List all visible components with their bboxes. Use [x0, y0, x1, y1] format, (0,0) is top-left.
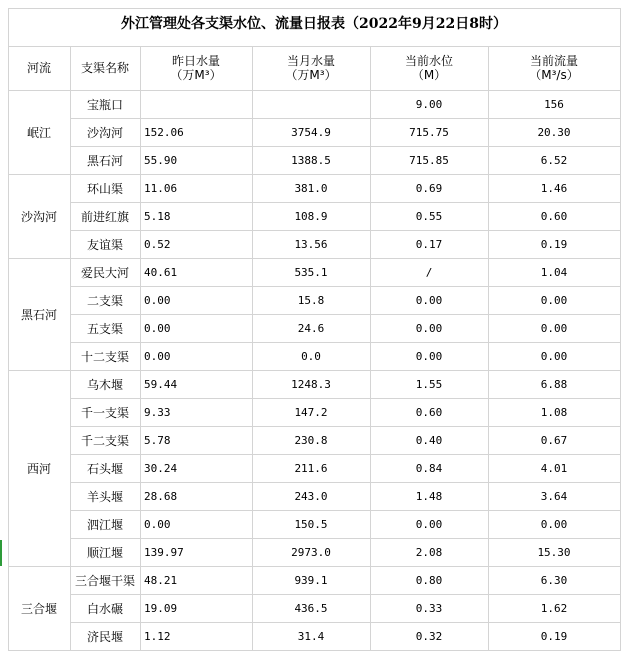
current-level[interactable]: 0.40 — [415, 433, 443, 447]
current-flow[interactable]: 20.30 — [537, 125, 571, 139]
yesterday-volume[interactable]: 55.90 — [144, 153, 178, 167]
branch-name[interactable]: 济民堰 — [86, 629, 123, 644]
month-volume[interactable]: 230.8 — [294, 433, 328, 447]
yesterday-volume[interactable]: 19.09 — [144, 601, 178, 615]
row-divider — [70, 146, 621, 147]
current-level[interactable]: 0.80 — [415, 573, 443, 587]
header-flow[interactable] — [488, 46, 620, 90]
row-selection-indicator — [0, 540, 2, 566]
row-divider — [70, 594, 621, 595]
month-volume[interactable]: 1248.3 — [291, 377, 331, 391]
row-divider — [70, 622, 621, 623]
current-level[interactable]: 1.55 — [415, 377, 443, 391]
row-divider — [70, 202, 621, 203]
row-divider — [70, 482, 621, 483]
month-volume[interactable]: 243.0 — [294, 489, 328, 503]
current-level[interactable]: 2.08 — [415, 545, 443, 559]
branch-name[interactable]: 泗江堰 — [86, 517, 123, 532]
month-volume[interactable]: 15.8 — [297, 293, 325, 307]
river-name[interactable]: 岷江 — [26, 125, 51, 140]
table-right-border — [620, 8, 621, 650]
yesterday-volume[interactable]: 28.68 — [144, 489, 178, 503]
current-level[interactable]: 0.00 — [415, 517, 443, 531]
yesterday-volume[interactable]: 9.33 — [144, 405, 171, 419]
header-month-line-0: 当月水量 — [286, 54, 335, 68]
current-level[interactable]: 0.60 — [415, 405, 443, 419]
row-divider — [70, 454, 621, 455]
current-level[interactable]: 715.85 — [409, 153, 449, 167]
current-flow[interactable]: 0.67 — [540, 433, 568, 447]
current-flow[interactable]: 15.30 — [537, 545, 571, 559]
branch-name[interactable]: 宝瓶口 — [86, 97, 123, 112]
header-flow-line-0: 当前流量 — [529, 54, 578, 68]
river-name[interactable]: 黑石河 — [20, 307, 57, 322]
current-flow[interactable]: 156 — [544, 97, 564, 111]
yesterday-volume[interactable]: 152.06 — [144, 125, 184, 139]
header-month-line-1: （万M³） — [285, 68, 337, 82]
branch-name[interactable]: 沙沟河 — [86, 125, 123, 140]
header-branch[interactable] — [70, 46, 140, 90]
header-yesterday[interactable] — [140, 46, 252, 90]
month-volume[interactable] — [252, 90, 370, 118]
month-volume[interactable]: 24.6 — [297, 321, 325, 335]
yesterday-volume[interactable]: 0.52 — [144, 237, 171, 251]
month-volume[interactable]: 381.0 — [294, 181, 328, 195]
row-divider — [70, 538, 621, 539]
current-flow[interactable]: 1.04 — [540, 265, 568, 279]
current-flow[interactable]: 0.19 — [540, 237, 568, 251]
group-divider — [8, 650, 621, 651]
current-level[interactable]: 0.00 — [415, 293, 443, 307]
month-volume[interactable]: 108.9 — [294, 209, 328, 223]
current-level[interactable]: 0.00 — [415, 349, 443, 363]
month-volume[interactable]: 535.1 — [294, 265, 328, 279]
branch-name[interactable]: 千二支渠 — [80, 433, 129, 448]
header-branch-line-0: 支渠名称 — [80, 61, 129, 75]
current-flow[interactable]: 0.00 — [540, 293, 568, 307]
yesterday-volume[interactable]: 0.00 — [144, 293, 171, 307]
yesterday-volume[interactable]: 0.00 — [144, 321, 171, 335]
current-level[interactable]: 0.84 — [415, 461, 443, 475]
yesterday-volume[interactable] — [140, 90, 252, 118]
branch-name[interactable]: 白水碾 — [86, 601, 123, 616]
yesterday-volume[interactable]: 0.00 — [144, 349, 171, 363]
current-flow[interactable]: 4.01 — [540, 461, 568, 475]
current-level[interactable]: / — [425, 265, 433, 279]
yesterday-volume[interactable]: 48.21 — [144, 573, 178, 587]
branch-name[interactable]: 乌木堰 — [86, 377, 123, 392]
current-flow[interactable]: 0.19 — [540, 629, 568, 643]
yesterday-volume[interactable]: 5.78 — [144, 433, 171, 447]
current-flow[interactable]: 3.64 — [540, 489, 568, 503]
current-level[interactable]: 0.69 — [415, 181, 443, 195]
month-volume[interactable]: 2973.0 — [291, 545, 331, 559]
branch-name[interactable]: 环山渠 — [86, 181, 123, 196]
current-level[interactable]: 0.17 — [415, 237, 443, 251]
header-month[interactable] — [252, 46, 370, 90]
yesterday-volume[interactable]: 0.00 — [144, 517, 171, 531]
header-level[interactable] — [370, 46, 488, 90]
current-flow[interactable]: 1.08 — [540, 405, 568, 419]
current-flow[interactable]: 0.00 — [540, 349, 568, 363]
yesterday-volume[interactable]: 59.44 — [144, 377, 178, 391]
row-divider — [70, 510, 621, 511]
current-level[interactable]: 0.55 — [415, 209, 443, 223]
yesterday-volume[interactable]: 139.97 — [144, 545, 184, 559]
month-volume[interactable]: 436.5 — [294, 601, 328, 615]
month-volume[interactable]: 939.1 — [294, 573, 328, 587]
header-level-line-0: 当前水位 — [404, 54, 453, 68]
yesterday-volume[interactable]: 40.61 — [144, 265, 178, 279]
header-yesterday-line-0: 昨日水量 — [171, 54, 220, 68]
current-level[interactable]: 1.48 — [415, 489, 443, 503]
month-volume[interactable]: 211.6 — [294, 461, 328, 475]
current-flow[interactable]: 6.88 — [540, 377, 568, 391]
header-flow-line-1: （M³/s） — [529, 68, 579, 82]
branch-name[interactable]: 三合堰干渠 — [74, 573, 135, 588]
header-river[interactable] — [8, 46, 70, 90]
branch-name[interactable]: 顺江堰 — [86, 545, 123, 560]
yesterday-volume[interactable]: 1.12 — [144, 629, 171, 643]
month-volume[interactable]: 150.5 — [294, 517, 328, 531]
header-river-line-0: 河流 — [26, 61, 51, 75]
current-flow[interactable]: 6.52 — [540, 153, 568, 167]
river-name[interactable]: 西河 — [26, 461, 51, 476]
row-divider — [70, 230, 621, 231]
branch-name[interactable]: 千一支渠 — [80, 405, 129, 420]
header-level-line-1: （M） — [411, 68, 447, 82]
branch-name[interactable]: 羊头堰 — [86, 489, 123, 504]
current-flow[interactable]: 1.62 — [540, 601, 568, 615]
branch-name[interactable]: 石头堰 — [86, 461, 123, 476]
branch-name[interactable]: 五支渠 — [86, 321, 123, 336]
current-flow[interactable]: 1.46 — [540, 181, 568, 195]
river-name[interactable]: 沙沟河 — [20, 209, 57, 224]
current-level[interactable]: 9.00 — [415, 97, 443, 111]
current-level[interactable]: 0.32 — [415, 629, 443, 643]
yesterday-volume[interactable]: 11.06 — [144, 181, 178, 195]
current-flow[interactable]: 0.00 — [540, 517, 568, 531]
current-flow[interactable]: 0.00 — [540, 321, 568, 335]
row-divider — [70, 342, 621, 343]
yesterday-volume[interactable]: 5.18 — [144, 209, 171, 223]
current-level[interactable]: 0.33 — [415, 601, 443, 615]
row-divider — [70, 286, 621, 287]
river-name[interactable]: 三合堰 — [20, 601, 57, 616]
header-yesterday-line-1: （万M³） — [170, 68, 222, 82]
branch-name[interactable]: 爱民大河 — [80, 265, 129, 280]
month-volume[interactable]: 147.2 — [294, 405, 328, 419]
current-level[interactable]: 0.00 — [415, 321, 443, 335]
row-divider — [70, 398, 621, 399]
row-divider — [70, 314, 621, 315]
branch-name[interactable]: 前进红旗 — [80, 209, 129, 224]
yesterday-volume[interactable]: 30.24 — [144, 461, 178, 475]
branch-name[interactable]: 黑石河 — [86, 153, 123, 168]
month-volume[interactable]: 31.4 — [297, 629, 325, 643]
month-volume[interactable]: 1388.5 — [291, 153, 331, 167]
month-volume[interactable]: 0.0 — [301, 349, 321, 363]
branch-name[interactable]: 二支渠 — [86, 293, 123, 308]
branch-name[interactable]: 十二支渠 — [80, 349, 129, 364]
current-flow[interactable]: 6.30 — [540, 573, 568, 587]
row-divider — [70, 426, 621, 427]
current-flow[interactable]: 0.60 — [540, 209, 568, 223]
current-level[interactable]: 715.75 — [409, 125, 449, 139]
month-volume[interactable]: 3754.9 — [291, 125, 331, 139]
title-top-border — [8, 8, 621, 9]
month-volume[interactable]: 13.56 — [294, 237, 328, 251]
row-divider — [70, 118, 621, 119]
branch-name[interactable]: 友谊渠 — [86, 237, 123, 252]
report-title: 外江管理处各支渠水位、流量日报表（2022年9月22日8时） — [121, 16, 507, 32]
